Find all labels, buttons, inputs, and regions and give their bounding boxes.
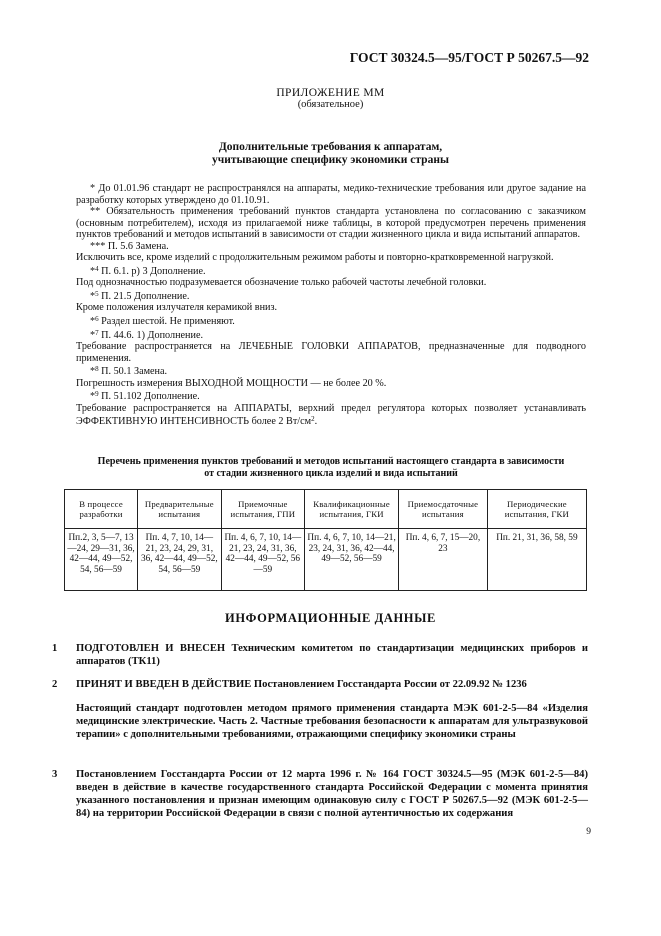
note-sup: 2 [311, 415, 315, 424]
note-5 [76, 289, 586, 303]
note-4-label: П. 6.1. р) 3 Дополнение. [98, 265, 206, 277]
info-item-number: 2 [52, 679, 58, 690]
section-heading-line2: учитывающие специфику экономики страны [212, 154, 449, 166]
note-sup: 4 [95, 264, 99, 273]
note-9-text [76, 403, 586, 428]
info-item-2-paragraph: Настоящий стандарт подготовлен методом прямого применения стандарта МЭК 601-2-5—84 «Изделия медицинские электрические. Часть 2. Частные требования безопасности к аппаратам для ультразвуковой терапии» с дополнительными требованиями, отражающими специфику экономики страны [76, 703, 588, 740]
note-sup: 8 [95, 365, 99, 374]
note-1: * До 01.01.96 стандарт не распространялся на аппараты, медико-технические требования или другое задание на разработку которых утверждено до 01.10.91. [76, 183, 586, 206]
note-9-label: П. 51.102 Дополнение. [98, 391, 200, 403]
table-title-line2: от стадии жизненного цикла изделий и вида испытаний [204, 467, 458, 479]
table-cell: Пп. 21, 31, 36, 58, 59 [487, 529, 586, 591]
table-cell: Пп. 4, 7, 10, 14—21, 23, 24, 29, 31, 36, 42—44, 49—52, 54, 56—59 [138, 529, 222, 591]
note-7-label: П. 44.6. 1) Дополнение. [98, 329, 204, 341]
info-item-2-text: ПРИНЯТ И ВВЕДЕН В ДЕЙСТВИЕ Постановлением Госстандарта России от 22.09.92 № 1236 [76, 679, 527, 690]
page-number: 9 [586, 827, 591, 837]
annex-subtitle: (обязательное) [297, 99, 364, 110]
note-mark: * [90, 366, 96, 378]
note-8-text: Погрешность измерения ВЫХОДНОЙ МОЩНОСТИ — не более 20 %. [76, 377, 387, 389]
note-6 [76, 314, 586, 328]
note-mark: * [90, 290, 96, 302]
table-cell: Пп. 4, 6, 7, 10, 14—21, 23, 24, 31, 36, 42—44, 49—52, 56—59 [221, 529, 305, 591]
note-mark: * [90, 316, 96, 328]
info-item-1-text: ПОДГОТОВЛЕН И ВНЕСЕН Техническим комитетом по стандартизации медицинских приборов и аппаратов (ТК11) [76, 643, 588, 667]
note-2: ** Обязательность применения требований пунктов стандарта установлена по согласованию с заказчиком (основным потребителем), исходя из прилагаемой ниже таблицы, в которой предусмотрен перечень применения пунктов требований и методов испытаний в зависимости от стадии жизненного цикла и вида испытаний аппаратов. [76, 206, 586, 241]
table-header-cell: В процессе разработки [65, 490, 138, 529]
table-cell: Пп. 4, 6, 7, 10, 14—21, 23, 24, 31, 36, 42—44, 49—52, 56—59 [305, 529, 399, 591]
table-title [76, 456, 586, 479]
table-row [65, 529, 587, 591]
section-heading-line1: Дополнительные требования к аппаратам, [218, 141, 443, 153]
note-sup: 6 [95, 315, 99, 324]
table-header-cell: Квалификационные испытания, ГКИ [305, 490, 399, 529]
annex-title: ПРИЛОЖЕНИЕ ММ [276, 87, 385, 99]
info-item-number: 3 [52, 769, 58, 780]
note-8-label: П. 50.1 Замена. [98, 366, 168, 378]
notes-block [76, 183, 586, 428]
section-heading [0, 141, 661, 167]
table-header-cell: Периодические испытания, ГКИ [487, 490, 586, 529]
table-cell: Пп. 4, 6, 7, 15—20, 23 [399, 529, 488, 591]
note-sup: 9 [95, 390, 99, 399]
note-5-text: Кроме положения излучателя керамикой вниз. [76, 302, 278, 314]
note-3: *** П. 5.6 Замена. [90, 240, 169, 252]
info-item-1 [52, 642, 588, 668]
note-5-label: П. 21.5 Дополнение. [98, 290, 190, 302]
info-item-2-details [64, 702, 588, 741]
info-item-3 [52, 768, 588, 820]
note-7 [76, 328, 586, 342]
page-header-standard: ГОСТ 30324.5—95/ГОСТ Р 50267.5—92 [349, 50, 589, 65]
note-sup: 5 [95, 289, 99, 298]
applicability-table [64, 489, 587, 591]
note-9 [76, 389, 586, 403]
info-section-title: ИНФОРМАЦИОННЫЕ ДАННЫЕ [225, 611, 436, 625]
table-title-line1: Перечень применения пунктов требований и методов испытаний настоящего стандарта в зависимости [97, 456, 565, 467]
info-item-2 [52, 678, 588, 691]
note-9-text-main: Требование распространяется на АППАРАТЫ, верхний предел регулятора которых позволяет устанавливать ЭФФЕКТИВНУЮ ИНТЕНСИВНОСТЬ более 2 Вт/см [76, 402, 586, 428]
note-mark: * [90, 265, 96, 277]
table-header-row [65, 490, 587, 529]
table-cell: Пп.2, 3, 5—7, 13—24, 29—31, 36, 42—44, 49—52, 54, 56—59 [65, 529, 138, 591]
note-mark: * [90, 329, 96, 341]
note-6-label: Раздел шестой. Не применяют. [98, 316, 235, 328]
table-header-cell: Приемосдаточные испытания [399, 490, 488, 529]
note-sup: 7 [95, 328, 99, 337]
note-3-text: Исключить все, кроме изделий с продолжительным режимом работы и повторно-кратковременной нагрузкой. [76, 252, 554, 264]
note-4 [76, 264, 586, 278]
info-item-3-text: Постановлением Госстандарта России от 12 марта 1996 г. № 164 ГОСТ 30324.5—95 (МЭК 601-2-5—84) введен в действие в качестве государственного стандарта Российской Федерации с момента принятия указанного постановления и признан имеющим одинаковую силу с ГОСТ Р 50267.5—92 (МЭК 601-2-5—84) на территории Российской Федерации в связи с полной аутентичностью их содержания [76, 769, 588, 819]
table-header-cell: Приемочные испытания, ГПИ [221, 490, 305, 529]
info-item-number: 1 [52, 643, 58, 654]
note-7-text: Требование распространяется на ЛЕЧЕБНЫЕ ГОЛОВКИ АППАРАТОВ, предназначенные для подводного применения. [76, 341, 586, 364]
table-header-cell: Предварительные испытания [138, 490, 222, 529]
note-8 [76, 364, 586, 378]
note-9-text-end: . [314, 416, 318, 428]
note-mark: * [90, 391, 96, 403]
note-4-text: Под однозначностью подразумевается обозначение только рабочей частоты лечебной головки. [76, 277, 487, 289]
